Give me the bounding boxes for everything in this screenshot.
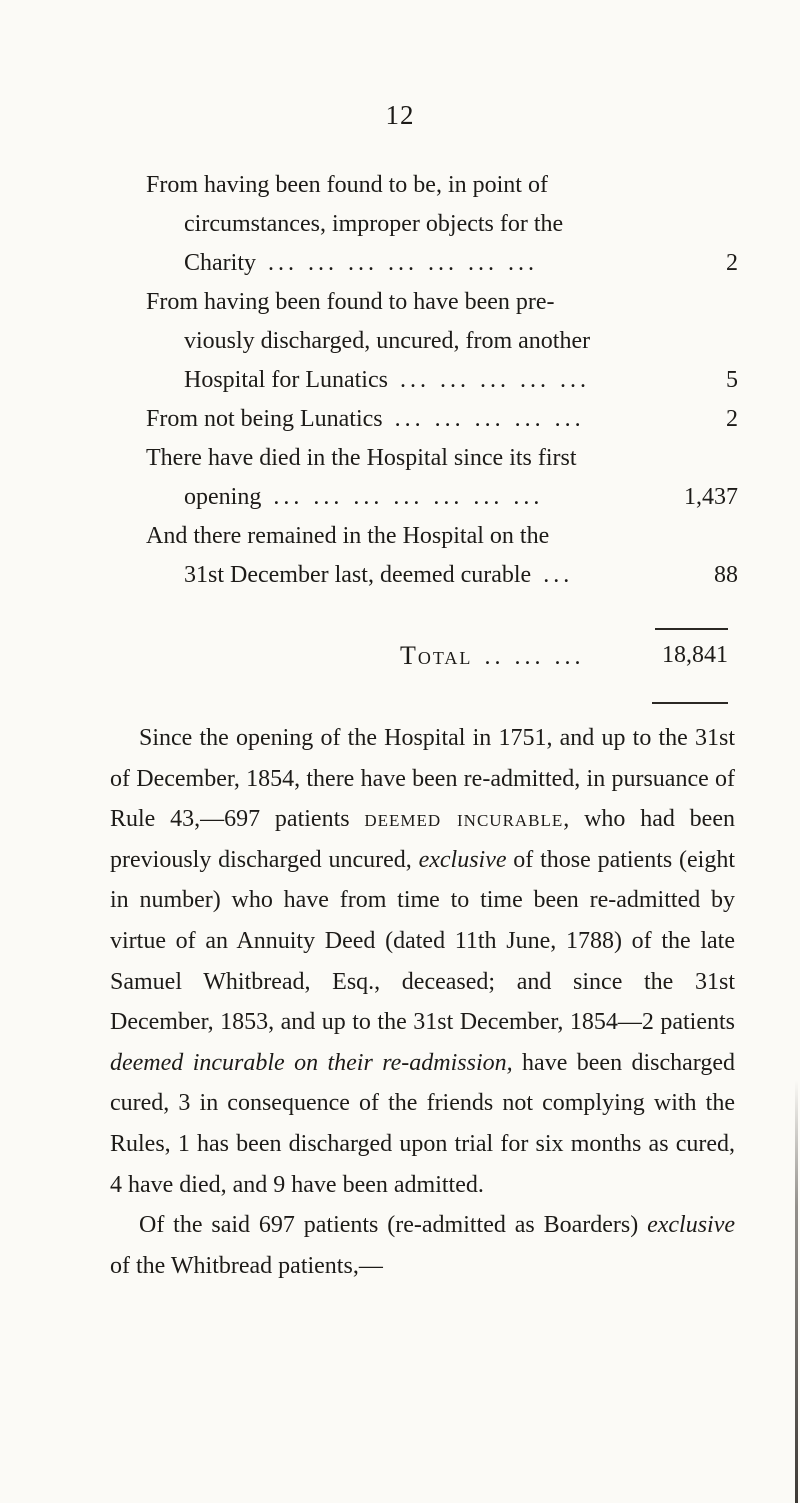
ledger-line: [146, 556, 738, 595]
ledger-value: 2: [726, 250, 738, 276]
ledger-text: And there remained in the Hospital on the: [146, 523, 550, 549]
total-line: [400, 636, 728, 677]
dot-leader: ... ... ... ... ... ... ...: [273, 484, 544, 510]
italic-text: exclusive: [647, 1212, 735, 1239]
ledger-line: [146, 361, 738, 400]
ledger-text: Hospital for Lunatics: [184, 367, 388, 393]
ledger-line: [146, 205, 738, 244]
ledger-text: There have died in the Hospital since its first: [146, 445, 577, 471]
text-run: , who had been previously discharged uncured,: [110, 806, 735, 873]
total-label: Total: [400, 641, 473, 670]
ledger-line: [146, 322, 738, 361]
ledger-text: opening: [184, 484, 262, 510]
bottom-rule: [652, 702, 728, 704]
small-caps-text: deemed incurable: [364, 806, 564, 833]
dot-leader: ... ... ... ... ...: [399, 367, 590, 393]
ledger-text: circumstances, improper objects for the: [184, 211, 564, 237]
paragraph: [110, 1205, 735, 1286]
dot-leader: ... ... ... ... ...: [394, 406, 585, 432]
dot-leader: ...: [543, 562, 574, 588]
text-run: Of the said 697 patients (re-admitted as Boarders): [139, 1212, 648, 1239]
discharge-ledger: [146, 166, 738, 595]
ledger-text: From having been found to be, in point of: [146, 172, 548, 198]
italic-text: deemed incurable on their re-admission,: [110, 1049, 513, 1076]
italic-text: exclusive: [418, 846, 507, 873]
ledger-value: 1,437: [684, 484, 738, 510]
ledger-line: [146, 166, 738, 205]
ledger-line: [146, 283, 738, 322]
ledger-line: [146, 400, 738, 439]
top-rule: [655, 628, 728, 630]
page-edge-shadow: [795, 1080, 798, 1503]
ledger-line: [146, 439, 738, 478]
ledger-value: 2: [726, 406, 738, 432]
body-text: [110, 718, 735, 1286]
dot-leader: ... ... ... ... ... ... ...: [268, 250, 538, 276]
ledger-line: [146, 244, 738, 283]
ledger-value: 88: [714, 562, 738, 588]
text-run: of those patients (eight in number) who have from time to time been re-admitted by virtue of an Annuity Deed (dated 11th June, 1788) of the late Samuel Whitbread, Esq., deceased; and since the 31st December, 1853, and up to the 31st December, 1854—2 patients: [110, 846, 736, 1036]
dot-leader: .. ... ...: [484, 644, 585, 670]
ledger-text: 31st December last, deemed curable: [184, 562, 532, 588]
text-run: have been discharged cured, 3 in consequence of the friends not complying with the Rules, 1 has been discharged upon trial for six months as cured, 4 have died, and 9 have been admitted.: [110, 1049, 735, 1198]
paragraph: [110, 718, 735, 1205]
ledger-text: From not being Lunatics: [146, 406, 383, 432]
ledger-text: viously discharged, uncured, from another: [184, 328, 591, 354]
total-value: 18,841: [662, 642, 728, 668]
ledger-line: [146, 478, 738, 517]
page-number: 12: [385, 100, 415, 130]
text-run: of the Whitbread patients,—: [110, 1252, 383, 1279]
ledger-value: 5: [726, 367, 738, 393]
ledger-text: From having been found to have been pre-: [146, 289, 555, 315]
ledger-text: Charity: [184, 250, 256, 276]
ledger-line: [146, 517, 738, 556]
text-run: Since the opening of the Hospital in 1751, and up to the 31st of December, 1854, there have been re-admitted, in pursuance of Rule 43,—697 patients: [110, 725, 735, 833]
